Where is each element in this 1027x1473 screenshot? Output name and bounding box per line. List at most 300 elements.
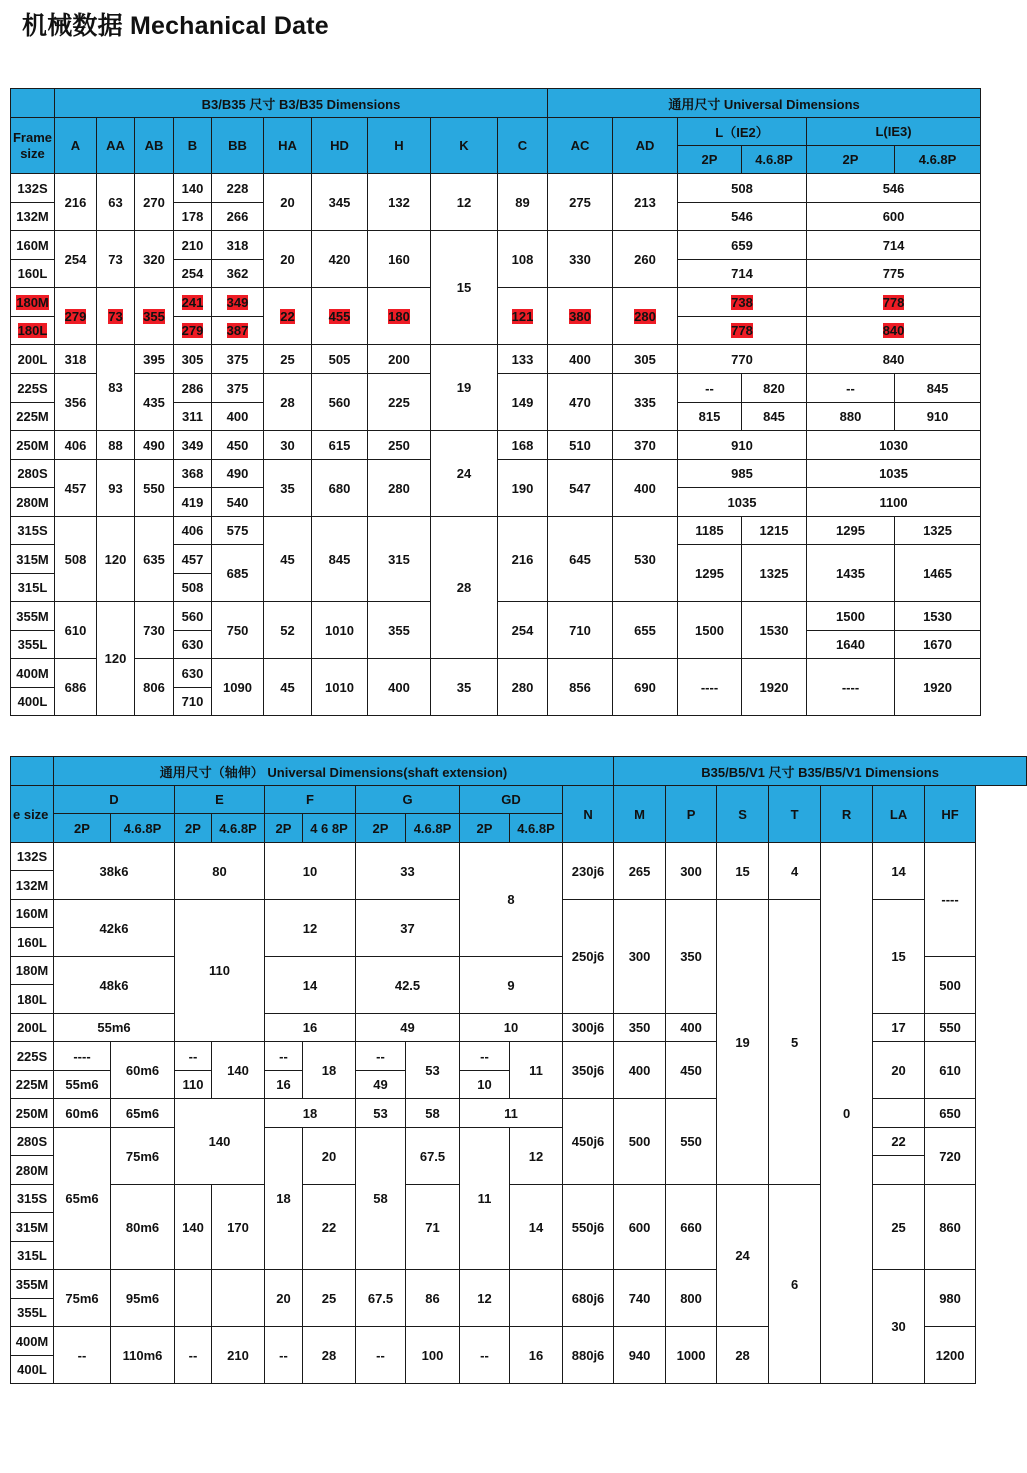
cell-f: 12 (265, 900, 356, 957)
frame-cell: 400M (11, 659, 55, 688)
cell-bb: 685 (212, 545, 264, 602)
cell-l-ie2: 910 (678, 431, 807, 460)
cell-bb: 400 (212, 403, 264, 431)
cell-k: 12 (431, 174, 498, 231)
header-col-f: F (265, 786, 356, 814)
frame-cell: 160M (11, 231, 55, 260)
cell-s: 28 (717, 1327, 769, 1384)
cell-hf: 500 (925, 957, 976, 1014)
header-col-ac: AC (548, 118, 613, 174)
cell-e: 80 (175, 843, 265, 900)
cell-n: 550j6 (563, 1185, 614, 1270)
cell-b: 178 (174, 203, 212, 231)
cell-l-ie2-468p: 845 (742, 403, 807, 431)
cell-l-ie2-468p: 1215 (742, 517, 807, 545)
cell-d-468p: 65m6 (111, 1099, 175, 1128)
cell-b: 286 (174, 374, 212, 403)
cell-l-ie2-2p: 815 (678, 403, 742, 431)
cell-hf: 610 (925, 1042, 976, 1099)
cell-hd: 1010 (312, 659, 368, 716)
cell-l-ie3 (807, 288, 981, 317)
cell-ab (135, 288, 174, 345)
cell-c: 149 (498, 374, 548, 431)
cell-la: 20 (873, 1042, 925, 1099)
cell-bb: 375 (212, 345, 264, 374)
table-row (11, 1128, 1027, 1156)
cell-f-468p: 22 (303, 1185, 356, 1270)
cell-l-ie3: 1030 (807, 431, 981, 460)
cell-f: 18 (265, 1099, 356, 1128)
cell-l-ie2: 985 (678, 460, 807, 488)
table-row (11, 1270, 1027, 1299)
cell-hd: 345 (312, 174, 368, 231)
cell-l-ie3-2p: 1500 (807, 602, 895, 631)
cell-b: 210 (174, 231, 212, 260)
header-col-b: B (174, 118, 212, 174)
frame-cell: 160M (11, 900, 54, 928)
header-e-468p: 4.6.8P (212, 814, 265, 843)
highlight-mark: 778 (882, 294, 905, 310)
cell-b: 508 (174, 574, 212, 602)
highlight-mark: 180M (16, 294, 49, 310)
cell-la-250m (873, 1099, 925, 1128)
cell-e: 110 (175, 900, 265, 1042)
cell-b: 419 (174, 488, 212, 517)
frame-cell: 160L (11, 928, 54, 957)
cell-g-468p: 86 (406, 1270, 460, 1327)
cell-gd-2p: 11 (460, 1128, 510, 1270)
cell-h: 355 (368, 602, 431, 659)
cell-ac: 400 (548, 345, 613, 374)
cell-ab: 270 (135, 174, 174, 231)
cell-t: 5 (769, 900, 821, 1185)
table-row (11, 517, 981, 545)
cell-bb: 266 (212, 203, 264, 231)
cell-n: 680j6 (563, 1270, 614, 1327)
header-g-468p: 4.6.8P (406, 814, 460, 843)
cell-ha: 52 (264, 602, 312, 659)
cell-la-355m (873, 1270, 925, 1327)
cell-hd: 505 (312, 345, 368, 374)
cell-gd: 9 (460, 957, 563, 1014)
frame-cell: 400L (11, 688, 55, 716)
cell-b: 457 (174, 545, 212, 574)
highlight-mark: 121 (511, 308, 534, 324)
cell-h: 132 (368, 174, 431, 231)
cell-h: 315 (368, 517, 431, 602)
cell-e-2p (175, 1270, 212, 1327)
cell-ab: 395 (135, 345, 174, 374)
header-b3-group: B3/B35 尺寸 B3/B35 Dimensions (55, 89, 548, 118)
cell-g: 37 (356, 900, 460, 957)
frame-cell: 280S (11, 1128, 54, 1156)
cell-b: 406 (174, 517, 212, 545)
cell-l-ie3-468p: 845 (895, 374, 981, 403)
header-col-s: S (717, 786, 769, 843)
cell-l-ie3-468p: 1670 (895, 631, 981, 659)
cell-g-2p: 67.5 (356, 1270, 406, 1327)
cell-l-ie2-468p: 1325 (742, 545, 807, 602)
cell-c: 89 (498, 174, 548, 231)
cell-l-ie2 (678, 317, 807, 345)
cell-l-ie3-2p: 880 (807, 403, 895, 431)
cell-c: 168 (498, 431, 548, 460)
cell-hd (312, 288, 368, 345)
cell-l-ie3: 600 (807, 203, 981, 231)
cell-aa (97, 288, 135, 345)
cell-d-2p: 65m6 (54, 1128, 111, 1270)
cell-f-468p: 25 (303, 1270, 356, 1327)
header-col-ad: AD (613, 118, 678, 174)
cell-m: 300 (614, 900, 666, 1014)
cell-d-2p: -- (54, 1327, 111, 1384)
cell-gd: 10 (460, 1014, 563, 1042)
cell-b: 305 (174, 345, 212, 374)
frame-cell: 400L (11, 1356, 54, 1384)
table-row (11, 345, 981, 374)
cell-bb: 318 (212, 231, 264, 260)
cell-gd-2p: -- (460, 1327, 510, 1384)
cell-b: 630 (174, 659, 212, 688)
cell-ab: 320 (135, 231, 174, 288)
highlight-mark: 180L (17, 323, 48, 338)
cell-bb: 575 (212, 517, 264, 545)
cell-b: 254 (174, 260, 212, 288)
cell-p: 1000 (666, 1327, 717, 1384)
cell-l-ie3-2p: 1640 (807, 631, 895, 659)
cell-a (55, 288, 97, 345)
cell-c: 190 (498, 460, 548, 517)
header-g-2p: 2P (356, 814, 406, 843)
header-col-t: T (769, 786, 821, 843)
header-col-e: E (175, 786, 265, 814)
cell-m: 350 (614, 1014, 666, 1042)
cell-l-ie2: 659 (678, 231, 807, 260)
cell-d-468p: 110m6 (111, 1327, 175, 1384)
cell-l-ie2 (678, 288, 807, 317)
cell-p: 800 (666, 1270, 717, 1327)
frame-cell: 400M (11, 1327, 54, 1356)
cell-ab: 635 (135, 517, 174, 602)
cell-e-468p: 140 (212, 1042, 265, 1099)
header-col-m: M (614, 786, 666, 843)
cell-aa: 83 (97, 345, 135, 431)
frame-cell: 200L (11, 345, 55, 374)
cell-k: 24 (431, 431, 498, 517)
frame-cell: 315L (11, 574, 55, 602)
table-row (11, 843, 1027, 871)
cell-ha: 20 (264, 231, 312, 288)
cell-ac: 547 (548, 460, 613, 517)
cell-g: 33 (356, 843, 460, 900)
frame-cell: 315S (11, 517, 55, 545)
frame-cell: 225M (11, 403, 55, 431)
cell-l-ie2-2p: ---- (678, 659, 742, 716)
cell-h: 400 (368, 659, 431, 716)
cell-a: 406 (55, 431, 97, 460)
cell-hd: 615 (312, 431, 368, 460)
cell-g-468p: 67.5 (406, 1128, 460, 1185)
header-gd-468p: 4.6.8P (510, 814, 563, 843)
frame-cell: 200L (11, 1014, 54, 1042)
cell-e-2p: -- (175, 1327, 212, 1384)
frame-cell (11, 288, 55, 317)
cell-l-ie2: 546 (678, 203, 807, 231)
cell-bb: 750 (212, 602, 264, 659)
cell-f: 16 (265, 1014, 356, 1042)
cell-la-280m (873, 1156, 925, 1185)
cell-aa: 120 (97, 517, 135, 602)
cell-l-ie3-2p: ---- (807, 659, 895, 716)
cell-f-2p: 18 (265, 1128, 303, 1270)
cell-ac: 856 (548, 659, 613, 716)
header-col-d: D (54, 786, 175, 814)
cell-gd-468p: 12 (510, 1128, 563, 1185)
table-row (11, 1185, 1027, 1213)
header-frame-size: Frame size (11, 118, 55, 174)
cell-g-2p: -- (356, 1042, 406, 1071)
cell-l-ie3: 775 (807, 260, 981, 288)
cell-bb: 375 (212, 374, 264, 403)
frame-cell: 250M (11, 1099, 54, 1128)
cell-ab: 435 (135, 374, 174, 431)
cell-b: 140 (174, 174, 212, 203)
cell-g-468p: 71 (406, 1185, 460, 1270)
frame-cell: 355L (11, 1299, 54, 1327)
cell-k: 15 (431, 231, 498, 345)
frame-cell: 132M (11, 203, 55, 231)
cell-m: 400 (614, 1042, 666, 1099)
cell-h: 225 (368, 374, 431, 431)
cell-l-ie3-2p: -- (807, 374, 895, 403)
cell-n: 300j6 (563, 1014, 614, 1042)
cell-f-2p: -- (265, 1327, 303, 1384)
cell-e-2p: 110 (175, 1071, 212, 1099)
cell-g-468p: 53 (406, 1042, 460, 1099)
cell-t: 4 (769, 843, 821, 900)
cell-h: 280 (368, 460, 431, 517)
cell-ad (613, 288, 678, 345)
cell-n: 450j6 (563, 1099, 614, 1185)
highlight-mark: 840 (882, 323, 905, 338)
cell-e-468p (212, 1270, 265, 1327)
cell-g-468p: 58 (406, 1099, 460, 1128)
cell-gd-2p: 10 (460, 1071, 510, 1099)
cell-l-ie3: 1100 (807, 488, 981, 517)
cell-hf: 550 (925, 1014, 976, 1042)
cell-p: 450 (666, 1042, 717, 1099)
header-frame-size: e size (11, 786, 54, 843)
cell-ab: 490 (135, 431, 174, 460)
cell-t: 6 (769, 1185, 821, 1384)
header-col-c: C (498, 118, 548, 174)
frame-cell: 280M (11, 488, 55, 517)
cell-hf: ---- (925, 843, 976, 957)
cell-ab: 550 (135, 460, 174, 517)
frame-cell: 225S (11, 1042, 54, 1071)
cell-bb (212, 317, 264, 345)
cell-l-ie3-468p: 1465 (895, 545, 981, 602)
cell-bb: 490 (212, 460, 264, 488)
frame-cell (11, 317, 55, 345)
header-d-2p: 2P (54, 814, 111, 843)
cell-hf: 720 (925, 1128, 976, 1185)
header-col-hd: HD (312, 118, 368, 174)
cell-d-468p: 95m6 (111, 1270, 175, 1327)
cell-l-ie3: 1035 (807, 460, 981, 488)
header-l-ie2: L（IE2） (678, 118, 807, 146)
cell-g-2p: 58 (356, 1128, 406, 1270)
frame-cell: 132S (11, 843, 54, 871)
cell-l-ie2-2p: -- (678, 374, 742, 403)
cell-n: 250j6 (563, 900, 614, 1014)
cell-d: 42k6 (54, 900, 175, 957)
frame-cell: 132M (11, 871, 54, 900)
cell-f-2p: -- (265, 1042, 303, 1071)
cell-ad: 370 (613, 431, 678, 460)
cell-m: 940 (614, 1327, 666, 1384)
header-col-aa: AA (97, 118, 135, 174)
cell-l-ie3 (807, 317, 981, 345)
highlight-mark: 455 (328, 308, 351, 324)
header-f-468p: 4 6 8P (303, 814, 356, 843)
highlight-mark: 355 (143, 308, 165, 324)
frame-cell: 355M (11, 602, 55, 631)
cell-d: 48k6 (54, 957, 175, 1014)
cell-l-ie3: 546 (807, 174, 981, 203)
frame-cell: 315M (11, 1213, 54, 1242)
cell-h: 160 (368, 231, 431, 288)
header-e-2p: 2P (175, 814, 212, 843)
cell-ha: 35 (264, 460, 312, 517)
cell-a: 254 (55, 231, 97, 288)
cell-f-468p: 20 (303, 1128, 356, 1185)
cell-la: 15 (873, 900, 925, 1014)
header-col-ha: HA (264, 118, 312, 174)
highlight-mark: 180 (388, 308, 410, 324)
header-gd-2p: 2P (460, 814, 510, 843)
frame-cell: 280M (11, 1156, 54, 1185)
cell-ad: 530 (613, 517, 678, 602)
frame-cell: 280S (11, 460, 55, 488)
cell-s: 24 (717, 1185, 769, 1327)
highlight-mark: 380 (569, 308, 591, 324)
cell-ha: 30 (264, 431, 312, 460)
cell-e: 140 (175, 1099, 265, 1185)
cell-g-2p: 49 (356, 1071, 406, 1099)
cell-ha: 45 (264, 659, 312, 716)
header-b35-group: B35/B5/V1 尺寸 B35/B5/V1 Dimensions (614, 757, 1027, 786)
frame-cell: 355M (11, 1270, 54, 1299)
header-col-la: LA (873, 786, 925, 843)
header-col-hf: HF (925, 786, 976, 843)
cell-l-ie2-2p: 1185 (678, 517, 742, 545)
highlight-mark: 778 (731, 323, 753, 338)
cell-e-468p: 210 (212, 1327, 265, 1384)
cell-p: 400 (666, 1014, 717, 1042)
cell-g-468p: 100 (406, 1327, 460, 1384)
cell-bb: 228 (212, 174, 264, 203)
cell-d-2p: ---- (54, 1042, 111, 1071)
cell-f: 10 (265, 843, 356, 900)
cell-a: 356 (55, 374, 97, 431)
frame-cell: 180M (11, 957, 54, 985)
cell-ha: 28 (264, 374, 312, 431)
highlight-mark: 738 (731, 294, 753, 310)
cell-d-468p: 60m6 (111, 1042, 175, 1099)
cell-b (174, 288, 212, 317)
cell-hf: 1200 (925, 1327, 976, 1384)
cell-ad: 655 (613, 602, 678, 659)
header-col-g: G (356, 786, 460, 814)
cell-c: 216 (498, 517, 548, 602)
table-row (11, 1042, 1027, 1071)
cell-a: 610 (55, 602, 97, 659)
frame-cell: 225S (11, 374, 55, 403)
header-ie3-2p: 2P (807, 146, 895, 174)
highlight-mark: 22 (280, 308, 295, 324)
cell-hf: 650 (925, 1099, 976, 1128)
cell-ad: 213 (613, 174, 678, 231)
cell-n: 350j6 (563, 1042, 614, 1099)
frame-cell: 315S (11, 1185, 54, 1213)
cell-d-2p: 75m6 (54, 1270, 111, 1327)
cell-n: 880j6 (563, 1327, 614, 1384)
cell-m: 500 (614, 1099, 666, 1185)
cell-l-ie3-468p: 1325 (895, 517, 981, 545)
cell-l-ie2: 714 (678, 260, 807, 288)
cell-h (368, 288, 431, 345)
header-blank (11, 89, 55, 118)
cell-hd: 560 (312, 374, 368, 431)
highlight-mark: 279 (181, 323, 204, 338)
header-shaft-group: 通用尺寸（轴伸） Universal Dimensions(shaft extension) (54, 757, 614, 786)
header-ie3-468p: 4.6.8P (895, 146, 981, 174)
cell-e-2p: -- (175, 1042, 212, 1071)
cell-bb: 1090 (212, 659, 264, 716)
header-col-a: A (55, 118, 97, 174)
header-d-468p: 4.6.8P (111, 814, 175, 843)
highlight-mark: 349 (226, 294, 249, 310)
table-row (11, 1327, 1027, 1356)
cell-l-ie3-468p: 1530 (895, 602, 981, 631)
cell-a: 686 (55, 659, 97, 716)
cell-c: 280 (498, 659, 548, 716)
cell-ac: 330 (548, 231, 613, 288)
cell-n: 230j6 (563, 843, 614, 900)
cell-l-ie2-2p: 1295 (678, 545, 742, 602)
cell-gd-468p: 16 (510, 1327, 563, 1384)
cell-ac: 510 (548, 431, 613, 460)
header-col-h: H (368, 118, 431, 174)
cell-s: 19 (717, 900, 769, 1185)
cell-l-ie3-2p: 1295 (807, 517, 895, 545)
header-blank (11, 757, 54, 786)
table-row (11, 1099, 1027, 1128)
cell-ad: 305 (613, 345, 678, 374)
cell-hf: 860 (925, 1185, 976, 1270)
highlight-mark: 73 (108, 308, 123, 324)
highlight-mark: 280 (634, 308, 656, 324)
frame-cell: 250M (11, 431, 55, 460)
cell-l-ie2: 1035 (678, 488, 807, 517)
cell-gd-2p: 12 (460, 1270, 510, 1327)
cell-aa: 88 (97, 431, 135, 460)
cell-ac: 275 (548, 174, 613, 231)
cell-c (498, 288, 548, 345)
cell-a: 216 (55, 174, 97, 231)
header-f-2p: 2P (265, 814, 303, 843)
